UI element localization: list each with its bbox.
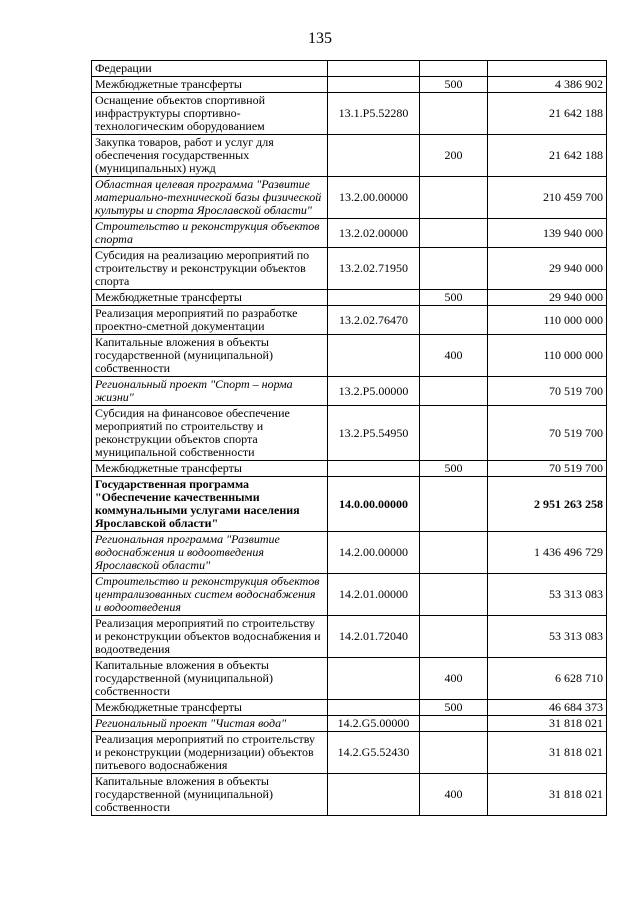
cell-name: Капитальные вложения в объекты государственной (муниципальной) собственности — [92, 658, 328, 700]
cell-code — [328, 700, 420, 716]
cell-code: 13.2.Р5.54950 — [328, 406, 420, 461]
table-row — [92, 61, 607, 77]
cell-type — [420, 93, 488, 135]
cell-sum: 53 313 083 — [488, 574, 607, 616]
table-row — [92, 219, 607, 248]
table-row — [92, 658, 607, 700]
cell-code: 14.2.01.72040 — [328, 616, 420, 658]
cell-type — [420, 732, 488, 774]
cell-sum — [488, 61, 607, 77]
table-row — [92, 135, 607, 177]
cell-type: 400 — [420, 774, 488, 816]
cell-name: Государственная программа "Обеспечение качественными коммунальными услугами населения Ярославской области" — [92, 477, 328, 532]
cell-name: Межбюджетные трансферты — [92, 77, 328, 93]
cell-type — [420, 716, 488, 732]
cell-code: 14.2.G5.52430 — [328, 732, 420, 774]
cell-sum: 6 628 710 — [488, 658, 607, 700]
table-row — [92, 616, 607, 658]
cell-code: 14.2.00.00000 — [328, 532, 420, 574]
cell-type: 400 — [420, 335, 488, 377]
cell-sum: 2 951 263 258 — [488, 477, 607, 532]
cell-sum: 70 519 700 — [488, 461, 607, 477]
cell-sum: 21 642 188 — [488, 93, 607, 135]
cell-sum: 31 818 021 — [488, 732, 607, 774]
cell-code — [328, 774, 420, 816]
table-row — [92, 306, 607, 335]
cell-code — [328, 61, 420, 77]
budget-table — [91, 60, 607, 816]
cell-type — [420, 532, 488, 574]
cell-sum: 4 386 902 — [488, 77, 607, 93]
cell-name: Региональная программа "Развитие водоснабжения и водоотведения Ярославской области" — [92, 532, 328, 574]
table-row — [92, 532, 607, 574]
cell-sum: 139 940 000 — [488, 219, 607, 248]
cell-type: 200 — [420, 135, 488, 177]
cell-code — [328, 77, 420, 93]
cell-sum: 29 940 000 — [488, 248, 607, 290]
cell-code: 13.2.02.71950 — [328, 248, 420, 290]
cell-name: Реализация мероприятий по разработке проектно-сметной документации — [92, 306, 328, 335]
table-row — [92, 716, 607, 732]
cell-name: Федерации — [92, 61, 328, 77]
cell-code: 13.1.Р5.52280 — [328, 93, 420, 135]
table-row — [92, 732, 607, 774]
table-row — [92, 77, 607, 93]
cell-name: Межбюджетные трансферты — [92, 290, 328, 306]
cell-name: Региональный проект "Спорт – норма жизни" — [92, 377, 328, 406]
table-row — [92, 574, 607, 616]
cell-sum: 70 519 700 — [488, 406, 607, 461]
table-row — [92, 93, 607, 135]
cell-code: 14.2.G5.00000 — [328, 716, 420, 732]
cell-type — [420, 248, 488, 290]
cell-sum: 70 519 700 — [488, 377, 607, 406]
cell-name: Межбюджетные трансферты — [92, 700, 328, 716]
cell-name: Оснащение объектов спортивной инфраструктуры спортивно-технологическим оборудованием — [92, 93, 328, 135]
cell-code: 14.2.01.00000 — [328, 574, 420, 616]
table-row — [92, 248, 607, 290]
cell-name: Субсидия на реализацию мероприятий по строительству и реконструкции объектов спорта — [92, 248, 328, 290]
cell-code — [328, 135, 420, 177]
table-row — [92, 406, 607, 461]
cell-sum: 210 459 700 — [488, 177, 607, 219]
cell-code — [328, 658, 420, 700]
cell-name: Строительство и реконструкция объектов централизованных систем водоснабжения и водоотведения — [92, 574, 328, 616]
table-row — [92, 335, 607, 377]
cell-type — [420, 377, 488, 406]
table-row — [92, 290, 607, 306]
cell-code: 13.2.Р5.00000 — [328, 377, 420, 406]
cell-code: 13.2.02.76470 — [328, 306, 420, 335]
table-row — [92, 774, 607, 816]
budget-table-body — [92, 61, 607, 816]
cell-code — [328, 461, 420, 477]
cell-sum: 46 684 373 — [488, 700, 607, 716]
cell-name: Субсидия на финансовое обеспечение мероприятий по строительству и реконструкции объектов спорта муниципальной собственности — [92, 406, 328, 461]
cell-code: 14.0.00.00000 — [328, 477, 420, 532]
cell-type — [420, 306, 488, 335]
cell-sum: 1 436 496 729 — [488, 532, 607, 574]
cell-type — [420, 61, 488, 77]
cell-name: Закупка товаров, работ и услуг для обеспечения государственных (муниципальных) нужд — [92, 135, 328, 177]
table-row — [92, 177, 607, 219]
cell-sum: 110 000 000 — [488, 306, 607, 335]
cell-sum: 31 818 021 — [488, 716, 607, 732]
cell-sum: 53 313 083 — [488, 616, 607, 658]
cell-type: 500 — [420, 290, 488, 306]
cell-sum: 31 818 021 — [488, 774, 607, 816]
cell-type — [420, 406, 488, 461]
cell-type — [420, 177, 488, 219]
table-row — [92, 700, 607, 716]
cell-sum: 29 940 000 — [488, 290, 607, 306]
cell-name: Капитальные вложения в объекты государственной (муниципальной) собственности — [92, 335, 328, 377]
cell-name: Межбюджетные трансферты — [92, 461, 328, 477]
cell-name: Региональный проект "Чистая вода" — [92, 716, 328, 732]
cell-sum: 21 642 188 — [488, 135, 607, 177]
cell-type: 500 — [420, 700, 488, 716]
table-row — [92, 377, 607, 406]
cell-sum: 110 000 000 — [488, 335, 607, 377]
cell-type — [420, 616, 488, 658]
cell-name: Капитальные вложения в объекты государственной (муниципальной) собственности — [92, 774, 328, 816]
cell-name: Областная целевая программа "Развитие материально-технической базы физической культуры и спорта Ярославской области" — [92, 177, 328, 219]
cell-type — [420, 477, 488, 532]
table-row — [92, 461, 607, 477]
cell-name: Реализация мероприятий по строительству и реконструкции объектов водоснабжения и водоотведения — [92, 616, 328, 658]
cell-type: 500 — [420, 77, 488, 93]
table-row — [92, 477, 607, 532]
cell-type: 500 — [420, 461, 488, 477]
cell-type: 400 — [420, 658, 488, 700]
cell-type — [420, 219, 488, 248]
cell-code — [328, 290, 420, 306]
cell-code: 13.2.02.00000 — [328, 219, 420, 248]
cell-code — [328, 335, 420, 377]
cell-name: Строительство и реконструкция объектов спорта — [92, 219, 328, 248]
cell-type — [420, 574, 488, 616]
cell-name: Реализация мероприятий по строительству и реконструкции (модернизации) объектов питьевого водоснабжения — [92, 732, 328, 774]
page-number: 135 — [308, 30, 332, 47]
cell-code: 13.2.00.00000 — [328, 177, 420, 219]
